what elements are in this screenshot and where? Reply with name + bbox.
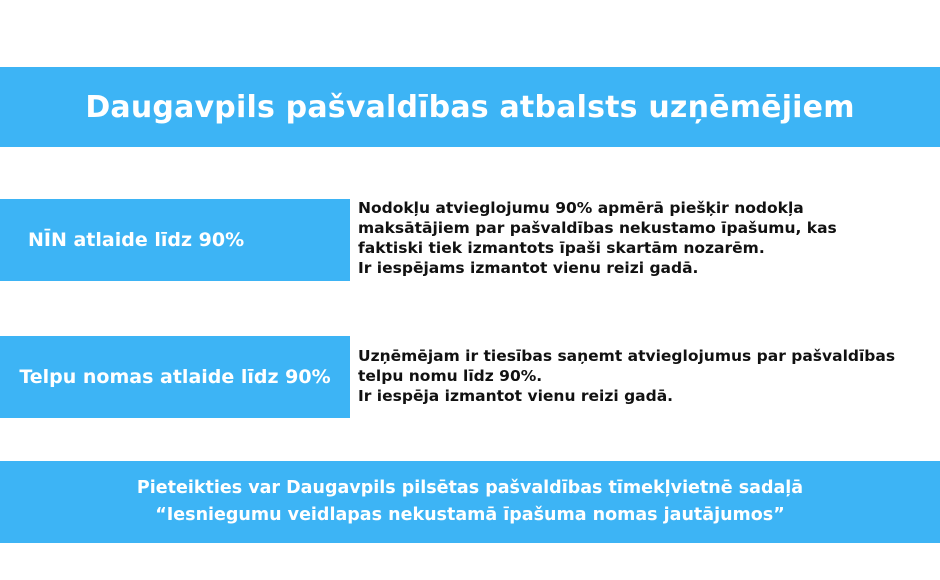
description-line: maksātājiem par pašvaldības nekustamo īpašumu, kas: [358, 219, 837, 237]
title-banner: [0, 67, 940, 147]
benefit-label-rent: Telpu nomas atlaide līdz 90%: [0, 336, 350, 418]
description-line: faktiski tiek izmantots īpaši skartām nozarēm.: [358, 239, 765, 257]
benefit-label-property-tax: NĪN atlaide līdz 90%: [0, 199, 350, 281]
page-title: Daugavpils pašvaldības atbalsts uzņēmējiem: [85, 89, 855, 125]
application-info-line: Pieteikties var Daugavpils pilsētas pašvaldības tīmekļvietnē sadaļā: [136, 478, 804, 498]
application-info-banner: [0, 461, 940, 543]
description-line: Ir iespēja izmantot vienu reizi gadā.: [358, 387, 674, 405]
description-line: Nodokļu atvieglojumu 90% apmērā piešķir nodokļa: [358, 199, 804, 217]
benefit-description-rent: [358, 346, 933, 406]
description-line: Ir iespējams izmantot vienu reizi gadā.: [358, 259, 699, 277]
description-line: telpu nomu līdz 90%.: [358, 367, 543, 385]
application-info-line: “Iesniegumu veidlapas nekustamā īpašuma nomas jautājumos”: [155, 505, 785, 525]
description-line: Uzņēmējam ir tiesības saņemt atvieglojumus par pašvaldības: [358, 347, 896, 365]
benefit-description-property-tax: [358, 198, 933, 278]
